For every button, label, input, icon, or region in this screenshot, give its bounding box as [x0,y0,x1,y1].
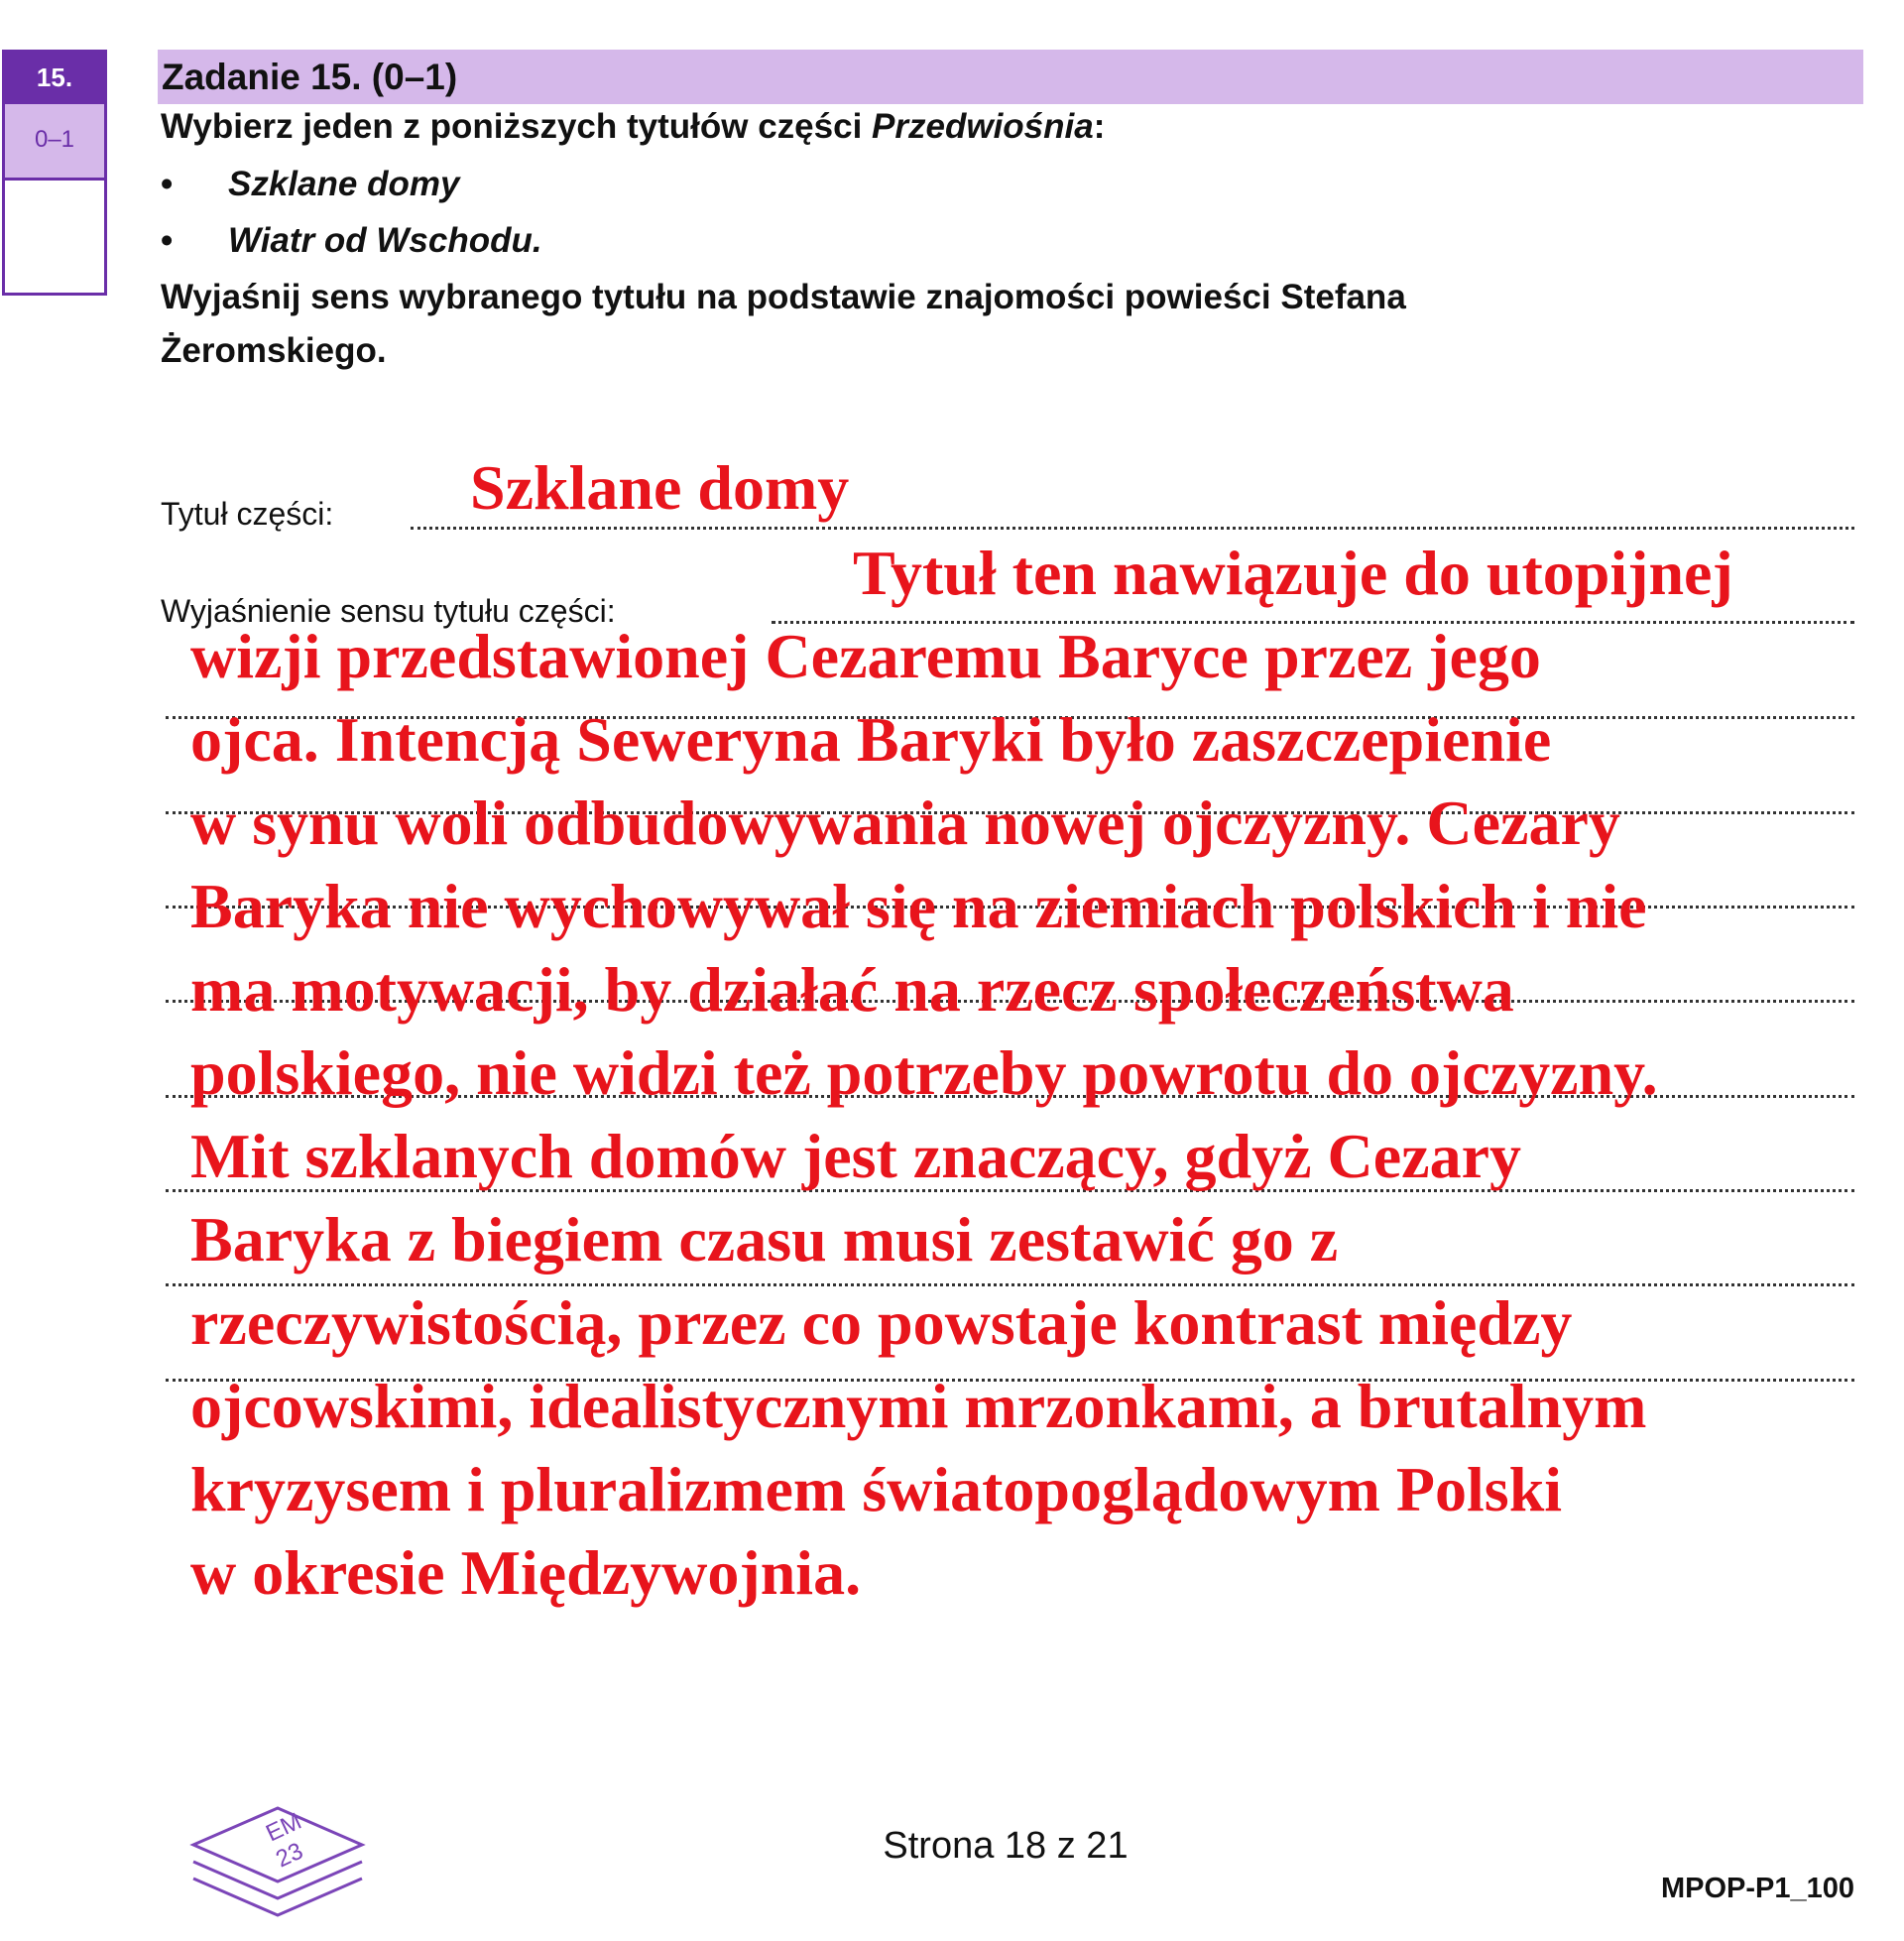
bullet-icon: • [161,221,174,260]
answer-line-text: Mit szklanych domów jest znaczący, gdyż Cezary [190,1121,1521,1191]
title-label: Tytuł części: [161,496,334,532]
answer-line-text: kryzysem i pluralizmem światopoglądowym Polski [190,1454,1563,1524]
task-number: 15. [5,53,104,104]
bullet-icon: • [161,165,174,203]
answer-line [411,527,1854,530]
instruction-colon: : [1093,107,1106,146]
svg-text:EM: EM [262,1807,306,1848]
answer-line-text: Baryka nie wychowywał się na ziemiach polskich i nie [190,871,1647,941]
answer-line-text: polskiego, nie widzi też potrzeby powrotu do ojczyzny. [190,1037,1658,1108]
instruction-text: Wybierz jeden z poniższych tytułów części [161,107,873,146]
task-points: 0–1 [5,104,104,181]
answer-line [166,1283,1854,1286]
explanation-label: Wyjaśnienie sensu tytułu części: [161,593,616,629]
instruction-line-2: Wyjaśnij sens wybranego tytułu na podstawie znajomości powieści Stefana [161,278,1406,316]
answer-line-text: Baryka z biegiem czasu musi zestawić go z [190,1204,1339,1274]
answer-line-text: w synu woli odbudowywania nowej ojczyzny. Cezary [190,788,1620,858]
answer-line-text: ojcowskimi, idealistycznymi mrzonkami, a brutalnym [190,1371,1647,1441]
answer-line-text: w okresie Międzywojnia. [190,1537,862,1608]
instruction-line-3: Żeromskiego. [161,331,387,370]
answer-line-text: rzeczywistością, przez co powstaje kontrast między [190,1287,1573,1358]
answer-first-line: Tytuł ten nawiązuje do utopijnej [853,538,1733,608]
svg-text:23: 23 [272,1837,307,1874]
option-2: Wiatr od Wschodu. [228,221,542,260]
answer-title: Szklane domy [470,452,850,523]
book-title: Przedwiośnia [872,107,1094,146]
task-title: Zadanie 15. (0–1) [158,50,1863,104]
task-score-box [2,50,107,296]
answer-line-text: ma motywacji, by działać na rzecz społeczeństwa [190,954,1514,1025]
page-number: Strona 18 z 21 [883,1825,1129,1867]
option-1: Szklane domy [228,165,460,203]
answer-line-text: wizji przedstawionej Cezaremu Baryce przez jego [190,621,1541,691]
document-code: MPOP-P1_100 [1660,1873,1854,1904]
instruction-line-1 [161,107,1105,147]
answer-line-text: ojca. Intencją Seweryna Baryki było zaszczepienie [190,704,1552,775]
